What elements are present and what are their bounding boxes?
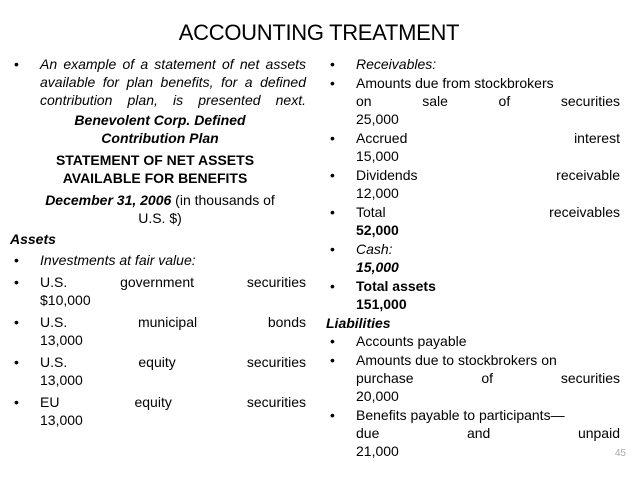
receivable-total: • Total receivables 52,000	[330, 204, 620, 238]
total-assets-item: • Total assets 151,000	[330, 278, 436, 312]
right-column	[326, 55, 620, 461]
page-number: 45	[614, 448, 626, 459]
statement-title: STATEMENT OF NET ASSETS AVAILABLE FOR BENEFITS	[55, 152, 255, 186]
receivable-item: • Accrued interest 15,000	[330, 130, 620, 164]
asset-item: • U.S. equity securities 13,000	[14, 354, 306, 388]
slide-title: ACCOUNTING TREATMENT	[178, 20, 460, 45]
cash-item: • Cash: 15,000	[330, 241, 399, 275]
investments-bullet: • Investments at fair value:	[14, 252, 196, 268]
assets-heading: Assets	[10, 231, 56, 247]
liability-item: • Benefits payable to participants— due and unpaid 21,000	[330, 407, 620, 459]
receivables-bullet: • Receivables:	[330, 56, 437, 72]
intro-bullet: • An example of a statement of net assets available for plan benefits, for a defined contribution plan, is presented next.	[14, 56, 306, 108]
left-column	[10, 55, 306, 429]
asset-item: • U.S. municipal bonds 13,000	[14, 314, 306, 348]
receivable-item: • Amounts due from stockbrokers on sale of securities 25,000	[330, 75, 620, 127]
liability-item: • Accounts payable	[330, 333, 467, 349]
asset-item: • EU equity securities 13,000	[14, 394, 306, 428]
liabilities-heading: Liabilities	[326, 315, 391, 331]
company-name: Benevolent Corp. Defined Contribution Plan	[74, 112, 246, 146]
liability-item: • Amounts due to stockbrokers on purchase of securities 20,000	[330, 352, 620, 404]
intro-text: An example of a statement of net assets available for plan benefits, for a defined contribution plan, is presented next.	[40, 56, 306, 108]
receivable-item: • Dividends receivable 12,000	[330, 167, 620, 201]
statement-date: December 31, 2006 (in thousands of U.S. $)	[45, 192, 275, 226]
asset-item: • U.S. government securities $10,000	[14, 274, 306, 308]
